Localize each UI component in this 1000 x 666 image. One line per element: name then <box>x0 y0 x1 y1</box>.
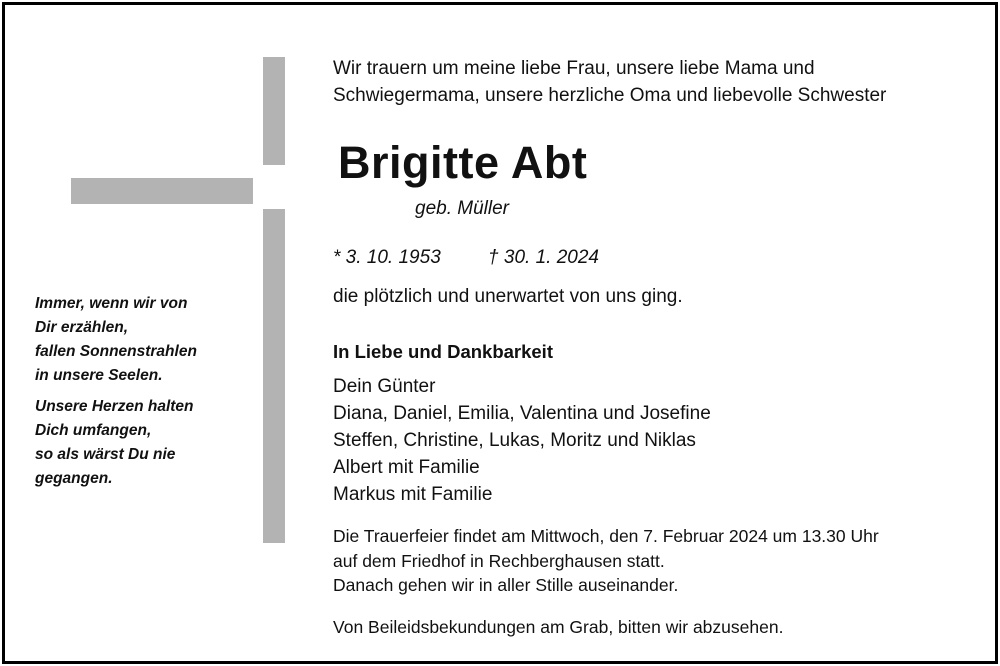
passed-text: die plötzlich und unerwartet von uns ging. <box>333 286 683 307</box>
funeral-line-1: Die Trauerfeier findet am Mittwoch, den 7. Februar 2024 um 13.30 Uhr <box>333 526 879 546</box>
intro-text <box>333 55 973 109</box>
obituary-frame <box>2 2 998 664</box>
poem-line: Unsere Herzen halten <box>35 398 194 415</box>
funeral-notice <box>333 524 983 598</box>
family-item: Albert mit Familie <box>333 457 480 478</box>
poem-line: Dich umfangen, <box>35 422 152 439</box>
poem-line: fallen Sonnenstrahlen <box>35 343 197 360</box>
intro-line-1: Wir trauern um meine liebe Frau, unsere liebe Mama und <box>333 58 815 79</box>
funeral-line-2: auf dem Friedhof in Rechberghausen statt. <box>333 550 665 571</box>
condolence-note: Von Beileidsbekundungen am Grab, bitten wir abzusehen. <box>333 617 784 637</box>
poem-line: Dir erzählen, <box>35 319 129 336</box>
poem-line: so als wärst Du nie <box>35 446 176 463</box>
intro-line-2: Schwiegermama, unsere herzliche Oma und liebevolle Schwester <box>333 85 887 106</box>
thanks-heading: In Liebe und Dankbarkeit <box>333 341 553 362</box>
deceased-name: Brigitte Abt <box>338 137 588 188</box>
poem-line: Immer, wenn wir von <box>35 295 188 312</box>
cross-icon-crossbeam <box>71 178 253 204</box>
family-item: Dein Günter <box>333 376 436 397</box>
maiden-name: geb. Müller <box>415 198 509 219</box>
poem-stanza-1 <box>35 292 235 388</box>
life-dates <box>333 247 599 269</box>
poem-line: gegangen. <box>35 470 113 487</box>
cross-icon-upper-beam <box>263 57 285 165</box>
cross-icon-lower-beam <box>263 209 285 543</box>
poem-stanza-2 <box>35 395 235 491</box>
funeral-line-3: Danach gehen wir in aller Stille auseinander. <box>333 575 679 595</box>
death-date: † 30. 1. 2024 <box>488 247 599 268</box>
birth-date: * 3. 10. 1953 <box>333 247 441 268</box>
family-item: Markus mit Familie <box>333 484 493 505</box>
family-list <box>333 373 711 508</box>
family-item: Diana, Daniel, Emilia, Valentina und Josefine <box>333 403 711 424</box>
family-item: Steffen, Christine, Lukas, Moritz und Niklas <box>333 430 696 451</box>
poem-line: in unsere Seelen. <box>35 367 163 384</box>
